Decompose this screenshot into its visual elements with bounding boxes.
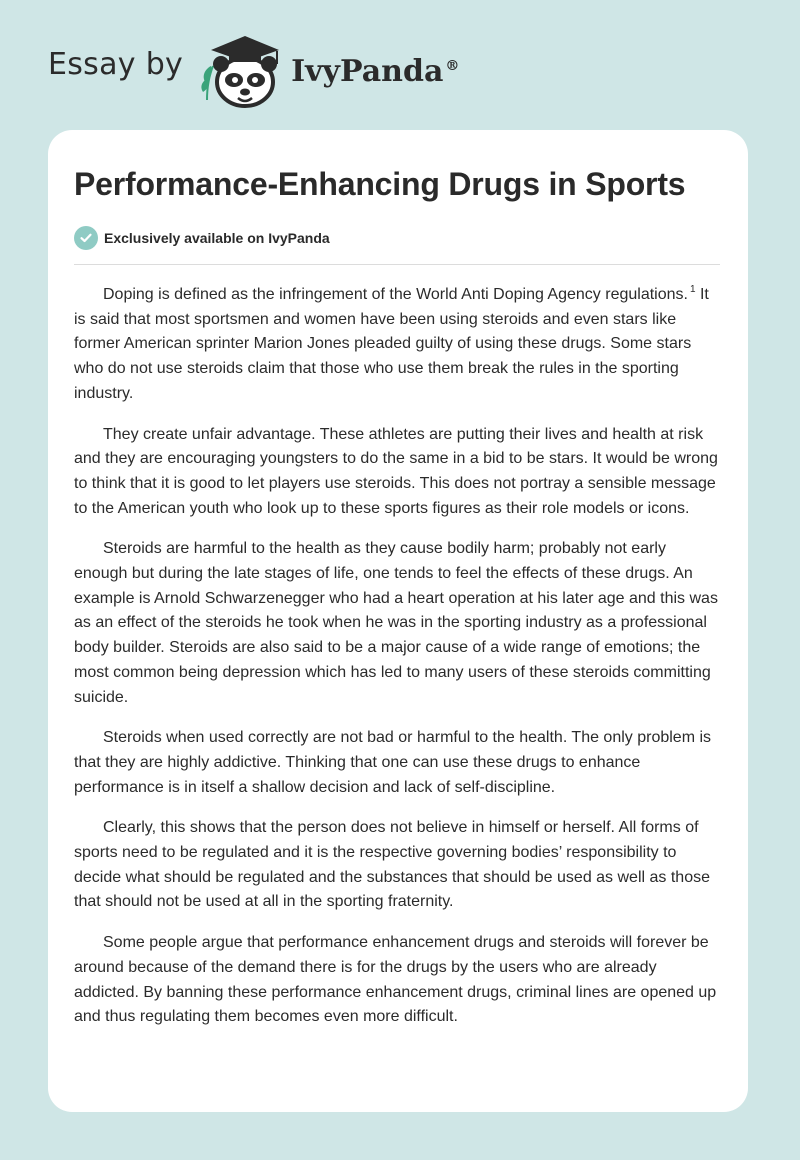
essay-card — [48, 130, 748, 1112]
panda-logo-icon — [197, 30, 287, 110]
paragraph: They create unfair advantage. These athletes are putting their lives and health at risk and they are encouraging youngsters to do the same in a bid to be stars. It would be wrong to think that it is good to let players use steroids. This does not portray a sensible message to the American youth who look up to these sports figures as their role models or icons. — [74, 425, 718, 517]
essay-by-label: Essay by — [48, 46, 184, 82]
paragraph: Doping is defined as the infringement of the World Anti Doping Agency regulations. $^1$ It is said that most sportsmen and women have been using steroids and even stars like former American sprinter Marion Jones pleaded guilty of using these drugs. Some stars who do not use steroids claim that those who use them break the rules in the sporting industry. — [74, 284, 709, 402]
paragraph: Some people argue that performance enhancement drugs and steroids will forever be around because of the demand there is for the drugs by the users who are already addicted. By banning these performance enhancement drugs, criminal lines are opened up and thus regulating them becomes even more difficult. — [74, 934, 717, 1026]
paragraph: Steroids when used correctly are not bad or harmful to the health. The only problem is that they are highly addictive. Thinking that one can use these drugs to enhance performance is in itself a shallow decision and lack of self-discipline. — [74, 729, 712, 796]
paragraph: Steroids are harmful to the health as they cause bodily harm; probably not early enough but during the late stages of life, one tends to feel the effects of these drugs. An example is Arnold Schwarzenegger who had a heart operation at his later age and this was as an effect of the steroids he took when he was in the sporting industry as a professional body builder. Steroids are also said to be a major cause of a wide range of emotions; the most common being depression which has led to many users of these steroids committing suicide. — [74, 540, 718, 706]
brand-name: IvyPanda ® — [291, 53, 460, 89]
site-header-brand[interactable] — [48, 30, 459, 110]
paragraph: Clearly, this shows that the person does not believe in himself or herself. All forms of sports need to be regulated and it is the respective governing bodies’ responsibility to decide what should be regulated and the substances that should be used as well as those that should not be used at all in the sporting fraternity. — [74, 819, 710, 911]
footnote-ref[interactable]: 1 — [689, 284, 696, 295]
exclusive-label: Exclusively available on IvyPanda — [104, 230, 330, 246]
page-title: Performance-Enhancing Drugs in Sports — [74, 166, 686, 202]
exclusive-notice — [74, 226, 720, 250]
registered-mark: ® — [445, 57, 460, 74]
check-circle-icon — [74, 226, 98, 250]
divider — [74, 264, 720, 265]
